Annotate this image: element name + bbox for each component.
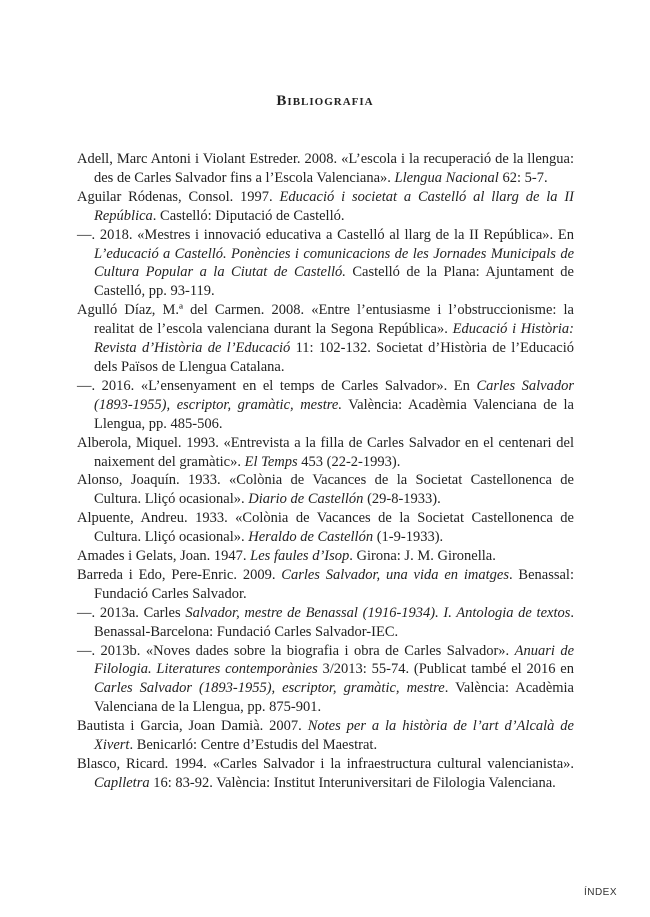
entry-italic-segment: El Temps (244, 453, 298, 470)
entry-italic-segment: Educació i Història: Revista d’Història de l’Educació (94, 321, 574, 357)
bibliography-entry (77, 188, 574, 226)
entry-italic-segment: Salvador, mestre de Benassal (1916-1934). I. Antologia de textos (185, 604, 571, 621)
entry-text-segment: Alpuente, Andreu. 1933. «Colònia de Vacances de la Societat Castellonenca de Cultura. Lliçó ocasional». (77, 510, 574, 546)
entry-text-segment: —. 2016. «L’ensenyament en el temps de Carles Salvador». En (77, 377, 477, 394)
entry-italic-segment: Llengua Nacional (394, 169, 499, 186)
entry-text-segment: —. 2013b. «Noves dades sobre la biografia i obra de Carles Salvador». (77, 642, 515, 659)
entry-text-segment: (29-8-1933). (363, 491, 441, 508)
entry-text-segment: . Castelló: Diputació de Castelló. (152, 207, 345, 224)
entry-text-segment: Aguilar Ródenas, Consol. 1997. (77, 188, 280, 205)
entry-text-segment: Blasco, Ricard. 1994. «Carles Salvador i la infraestructura cultural valencianista». (77, 756, 574, 772)
entry-text-segment: 3/2013: 55-74. (Publicat també el 2016 en (317, 661, 574, 678)
bibliography-entry (77, 301, 574, 377)
entry-text-segment: Adell, Marc Antoni i Violant Estreder. 2008. «L’escola i la recuperació de la llengua: des de Carles Salvador fins a l’Escola Valenciana». (77, 151, 574, 186)
entry-text-segment: Agulló Díaz, M.ª del Carmen. 2008. «Entre l’entusiasme i l’obstruccionisme: la realitat de l’escola valenciana durant la Segona República». (77, 302, 574, 338)
entry-text-segment: (1-9-1933). (373, 529, 444, 546)
index-link[interactable]: ÍNDEX (583, 887, 617, 898)
bibliography-entry (77, 150, 574, 188)
entry-italic-segment: Carles Salvador, una vida en imatges (281, 566, 509, 583)
bibliography-entry (77, 717, 574, 755)
entry-text-segment: . Benicarló: Centre d’Estudis del Maestrat. (129, 737, 378, 754)
entry-text-segment: Barreda i Edo, Pere-Enric. 2009. (77, 566, 282, 583)
entry-italic-segment: Heraldo de Castellón (248, 529, 374, 546)
entry-text-segment: 453 (22-2-1993). (297, 453, 401, 470)
entry-text-segment: Amades i Gelats, Joan. 1947. (77, 548, 251, 565)
bibliography-entry (77, 755, 574, 793)
page-title: Bibliografia (276, 93, 374, 109)
entry-italic-segment: Caplletra (94, 774, 150, 791)
bibliography-entry (77, 642, 574, 718)
entry-text-segment: 11: 102-132. Societat d’Història de l’Educació dels Països de Llengua Catalana. (94, 340, 574, 375)
bibliography-entry (77, 434, 574, 472)
bibliography-entry (77, 377, 574, 434)
entry-text-segment: . Benassal-Barcelona: Fundació Carles Salvador-IEC. (94, 604, 575, 640)
bibliography-entry (77, 604, 574, 642)
entry-text-segment: —. 2013a. Carles (77, 604, 186, 621)
bibliography-entry (77, 226, 574, 302)
entry-text-segment: Alonso, Joaquín. 1933. «Colònia de Vacances de la Societat Castellonenca de Cultura. Lliçó ocasional». (77, 472, 574, 508)
bibliography-entry (77, 547, 574, 566)
entry-text-segment: 62: 5-7. (498, 169, 548, 186)
entry-text-segment: . València: Acadèmia Valenciana de la Llengua, pp. 875-901. (94, 680, 574, 716)
entry-text-segment: . Girona: J. M. Gironella. (349, 548, 496, 565)
entry-italic-segment: Carles Salvador (1893-1955), escriptor, gramàtic, mestre. (94, 377, 575, 413)
entry-text-segment: València: Acadèmia Valenciana de la Llengua, pp. 485-506. (94, 396, 574, 432)
entry-text-segment: Bautista i Garcia, Joan Damià. 2007. (77, 718, 308, 735)
entry-italic-segment: Educació i societat a Castelló al llarg de la II República (94, 188, 574, 224)
entry-italic-segment: Notes per a la història de l’art d’Alcalà de Xivert (94, 718, 574, 754)
entry-text-segment: . Benassal: Fundació Carles Salvador. (94, 566, 574, 602)
entry-text-segment: —. 2018. «Mestres i innovació educativa a Castelló al llarg de la II República». En (77, 226, 574, 243)
entry-italic-segment: Carles Salvador (1893-1955), escriptor, gramàtic, mestre (94, 680, 445, 697)
entry-italic-segment: Diario de Castellón (248, 491, 364, 508)
bibliography-list (77, 150, 574, 793)
bibliography-entry (77, 566, 574, 604)
entry-text-segment: Castelló de la Plana: Ajuntament de Castelló, pp. 93-119. (94, 264, 574, 300)
entry-text-segment: 16: 83-92. València: Institut Interuniversitari de Filologia Valenciana. (149, 774, 556, 791)
entry-italic-segment: Anuari de Filologia. Literatures contemporànies (94, 642, 575, 678)
entry-italic-segment: Les faules d’Isop (250, 548, 350, 565)
bibliography-entry (77, 509, 574, 547)
bibliography-entry (77, 471, 574, 509)
entry-italic-segment: L’educació a Castelló. Ponències i comunicacions de les Jornades Municipals de Cultura Popular a la Ciutat de Castelló. (94, 245, 574, 281)
entry-text-segment: Alberola, Miquel. 1993. «Entrevista a la filla de Carles Salvador en el centenari del naixement del gramàtic». (77, 434, 574, 470)
